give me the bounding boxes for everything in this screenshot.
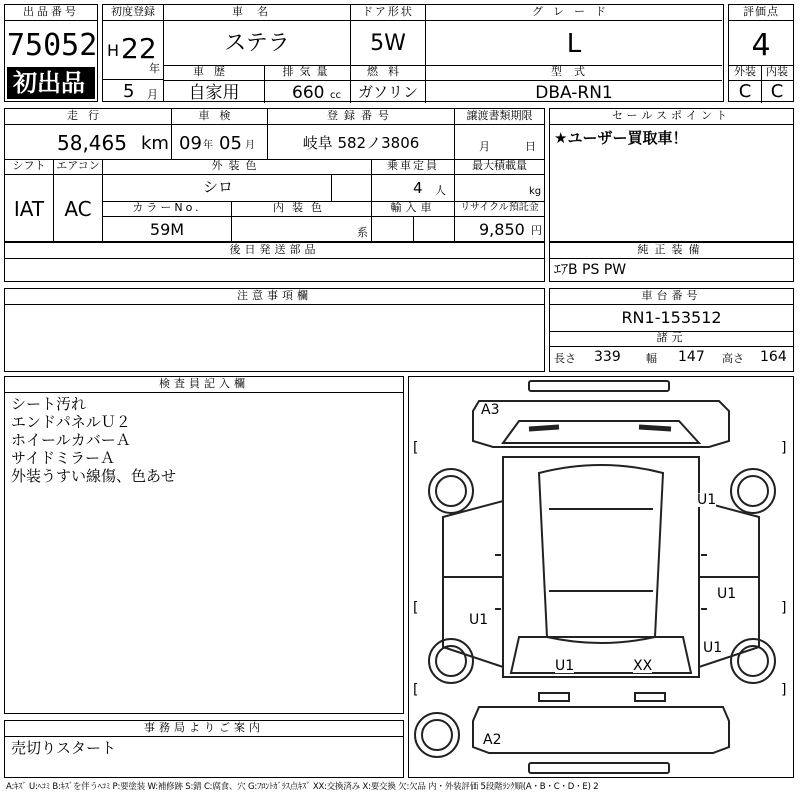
mileage-unit: km — [141, 133, 169, 154]
inspection-label: 車検 — [172, 109, 267, 125]
color-no-value: 59M — [149, 220, 185, 239]
lot-number: 75052 — [7, 28, 98, 63]
later-parts-box — [4, 242, 545, 282]
inspector-line: シート汚れ — [11, 395, 87, 413]
inspection-year-unit: 年 — [203, 140, 213, 151]
exterior-grade: C — [738, 81, 752, 102]
genuine-equipment-text: ｴｱB PS PW — [554, 262, 627, 278]
recycle-fee-value: 9,850 — [479, 220, 525, 239]
ext-color-label: 外装色 — [103, 159, 371, 175]
sales-points-label: セールスポイント — [550, 109, 793, 125]
grade-label: グレード — [426, 5, 722, 21]
diagram-bracket: ] — [781, 600, 787, 616]
capacity-unit: 人 — [435, 184, 446, 197]
inspector-box — [4, 376, 404, 714]
diagram-bracket: [ — [413, 440, 419, 456]
fuel-value: ガソリン — [357, 83, 418, 101]
score-box — [728, 4, 794, 102]
width-label: 幅 — [646, 352, 657, 365]
transfer-month-unit: 月 — [479, 140, 490, 153]
int-color-label: 内装色 — [232, 201, 371, 217]
damage-mark-u1: U1 — [717, 586, 737, 602]
history-value: 自家用 — [188, 83, 240, 103]
rear-hatch-outline — [473, 707, 729, 753]
windshield-outline — [503, 421, 699, 443]
first-reg-month: 5 — [123, 81, 135, 102]
aircon-value: AC — [64, 197, 92, 221]
reg-number-label: 登録番号 — [268, 109, 454, 125]
rear-bumper-shape — [529, 763, 669, 773]
import-label: 輸入車 — [372, 201, 454, 217]
office-text: 売切りスタート — [11, 739, 117, 757]
color-no-label: カラーNo. — [103, 201, 231, 217]
diagram-bracket: ] — [781, 440, 787, 456]
later-parts-label: 後日発送部品 — [5, 243, 544, 259]
damage-diagram-box — [408, 376, 794, 778]
diagram-bracket: [ — [413, 600, 419, 616]
damage-mark-a3: A3 — [481, 402, 500, 418]
model-label: 型式 — [426, 65, 722, 81]
inspector-line: エンドパネルＵ２ — [11, 413, 131, 431]
mileage-label: 走行 — [5, 109, 171, 125]
chassis-label: 車台番号 — [550, 289, 793, 305]
recycle-label: リサイクル預託金 — [455, 201, 544, 217]
car-diagram — [409, 377, 793, 777]
displacement-label: 排気量 — [265, 65, 351, 81]
transfer-label: 譲渡書類期限 — [455, 109, 544, 125]
displacement-value: 660 — [292, 83, 325, 103]
hood-outline — [473, 401, 729, 447]
sales-points-box — [549, 108, 794, 242]
grade-value: L — [566, 29, 582, 59]
damage-mark-a2: A2 — [483, 732, 502, 748]
car-name: ステラ — [224, 31, 290, 56]
chassis-box — [549, 288, 794, 372]
damage-mark-xx: XX — [633, 658, 653, 674]
inspector-line: 外装うすい線傷、色あせ — [11, 467, 177, 485]
legend: A:ｷｽﾞ U:ﾍｺﾐ B:ｷｽﾞを伴うﾍｺﾐ P:要塗装 W:補修跡 S:錆 C:腐食、穴 G:ﾌﾛﾝﾄｶﾞﾗｽ点ｷｽﾞ XX:交換済み X:要交換 欠:欠品 内・外装評価 5段階ﾗﾝｸ順(A・B・C・D・E) 2 — [6, 782, 599, 792]
office-label: 事務局よりご案内 — [5, 721, 403, 737]
interior-label: 内装 — [761, 65, 793, 81]
ext-color-value: シロ — [202, 178, 233, 196]
history-label: 車歴 — [164, 65, 264, 81]
inspection-month-unit: 月 — [245, 140, 255, 151]
first-reg-year: 22 — [121, 32, 157, 65]
notes-label: 注意事項欄 — [5, 289, 544, 305]
notes-box — [4, 288, 545, 372]
chassis-number: RN1-153512 — [621, 308, 722, 327]
damage-mark-u1: U1 — [555, 658, 575, 674]
shift-label: シフト — [5, 159, 53, 175]
height-value: 164 — [760, 349, 787, 365]
int-color-unit: 系 — [357, 226, 368, 239]
sales-points-text: ★ユーザー買取車！ — [554, 129, 688, 147]
aircon-label: エアコン — [54, 159, 102, 175]
front-bumper-shape — [529, 381, 669, 391]
capacity-label: 乗車定員 — [372, 159, 454, 175]
vehicle-main-box — [164, 4, 724, 102]
width-value: 147 — [678, 349, 705, 365]
first-reg-year-unit: 年 — [149, 62, 160, 75]
mileage-value: 58,465 — [57, 131, 127, 155]
max-load-unit: kg — [529, 186, 542, 197]
genuine-equipment-box — [549, 242, 794, 282]
dims-label: 諸元 — [550, 331, 793, 347]
damage-mark-u1: U1 — [697, 492, 717, 508]
exterior-label: 外装 — [729, 65, 761, 81]
lot-box — [4, 4, 98, 102]
diagram-bracket: [ — [413, 682, 419, 698]
first-reg-era: H — [107, 41, 120, 60]
shift-value: IAT — [13, 197, 45, 221]
door-type: 5W — [370, 31, 406, 56]
max-load-label: 最大積載量 — [455, 159, 544, 175]
score-value: 4 — [751, 28, 771, 63]
details-box — [4, 108, 545, 242]
lot-label: 出品番号 — [5, 5, 97, 21]
genuine-equipment-label: 純正装備 — [550, 243, 793, 259]
displacement-unit: cc — [330, 90, 341, 101]
left-side-outline — [443, 501, 503, 667]
first-reg-month-unit: 月 — [147, 88, 158, 101]
door-label: ドア形状 — [351, 5, 425, 21]
car-name-label: 車名 — [164, 5, 350, 21]
damage-mark-u1: U1 — [703, 640, 723, 656]
length-label: 長さ — [554, 352, 576, 365]
damage-mark-u1: U1 — [469, 612, 489, 628]
inspection-month: 05 — [219, 133, 242, 154]
fuel-label: 燃料 — [351, 65, 425, 81]
height-label: 高さ — [722, 352, 744, 365]
transfer-day-unit: 日 — [525, 140, 536, 153]
reg-number-value: 岐阜 582ノ3806 — [302, 134, 420, 152]
recycle-fee-unit: 円 — [531, 224, 542, 237]
interior-grade: C — [770, 81, 784, 102]
roof-outline — [539, 465, 663, 643]
first-reg-label: 初度登録 — [103, 5, 163, 21]
first-listing-label: 初出品 — [13, 69, 85, 97]
inspector-label: 検査員記入欄 — [5, 377, 403, 393]
office-box — [4, 720, 404, 778]
inspector-line: ホイールカバーＡ — [11, 431, 131, 449]
length-value: 339 — [594, 349, 621, 365]
inspection-year: 09 — [179, 133, 202, 154]
inspector-line: サイドミラーＡ — [11, 449, 115, 467]
first-reg-box — [102, 4, 164, 102]
model-value: DBA-RN1 — [535, 83, 613, 103]
diagram-bracket: ] — [781, 682, 787, 698]
score-label: 評価点 — [729, 5, 793, 21]
capacity-value: 4 — [413, 179, 423, 197]
